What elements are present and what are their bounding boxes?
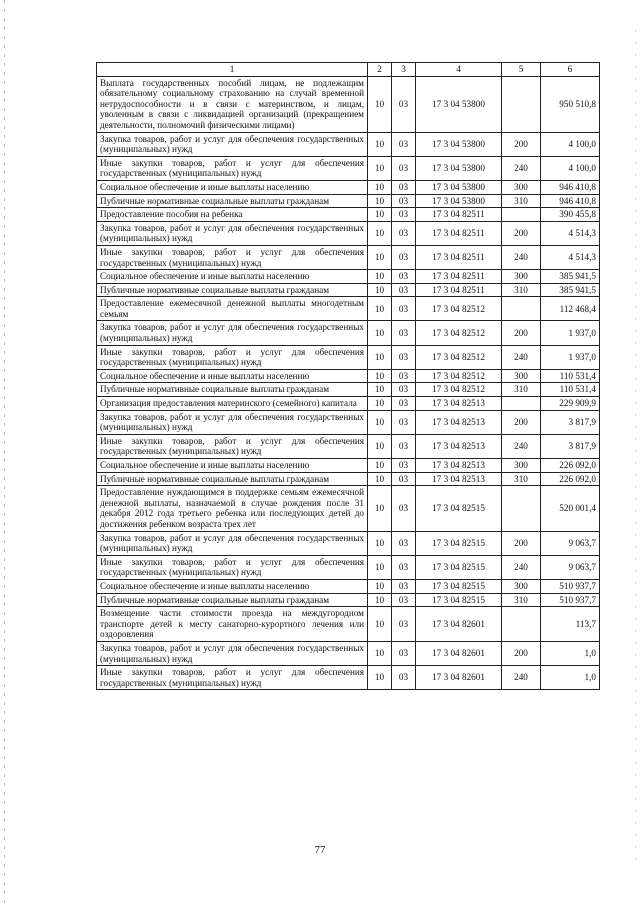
cell-section: 10 xyxy=(368,245,392,269)
cell-name: Социальное обеспечение и иные выплаты населению xyxy=(97,180,368,194)
cell-expense-type: 300 xyxy=(502,369,541,383)
cell-name: Иные закупки товаров, работ и услуг для обеспечения государственных (муниципальных) нужд xyxy=(97,345,368,369)
cell-target-article: 17 3 04 53800 xyxy=(416,132,502,156)
cell-name: Закупка товаров, работ и услуг для обеспечения государственных (муниципальных) нужд xyxy=(97,410,368,434)
cell-expense-type: 240 xyxy=(502,666,541,690)
cell-amount: 1 937,0 xyxy=(541,345,600,369)
cell-target-article: 17 3 04 82513 xyxy=(416,459,502,473)
cell-name: Иные закупки товаров, работ и услуг для обеспечения государственных (муниципальных) нужд xyxy=(97,434,368,458)
cell-section: 10 xyxy=(368,321,392,345)
cell-target-article: 17 3 04 82515 xyxy=(416,593,502,607)
cell-target-article: 17 3 04 82513 xyxy=(416,472,502,486)
cell-target-article: 17 3 04 82511 xyxy=(416,270,502,284)
header-col-5: 5 xyxy=(502,63,541,77)
table-row xyxy=(97,459,600,473)
cell-subsection: 03 xyxy=(392,297,416,321)
cell-section: 10 xyxy=(368,345,392,369)
cell-expense-type: 240 xyxy=(502,434,541,458)
cell-target-article: 17 3 04 53800 xyxy=(416,76,502,132)
cell-amount: 385 941,5 xyxy=(541,270,600,284)
cell-target-article: 17 3 04 53800 xyxy=(416,156,502,180)
cell-section: 10 xyxy=(368,410,392,434)
table-header xyxy=(97,63,600,77)
cell-subsection: 03 xyxy=(392,221,416,245)
cell-expense-type: 310 xyxy=(502,383,541,397)
cell-name: Иные закупки товаров, работ и услуг для обеспечения государственных (муниципальных) нужд xyxy=(97,156,368,180)
header-row xyxy=(97,63,600,77)
cell-amount: 4 514,3 xyxy=(541,221,600,245)
cell-name: Иные закупки товаров, работ и услуг для обеспечения государственных (муниципальных) нужд xyxy=(97,666,368,690)
cell-amount: 520 001,4 xyxy=(541,486,600,531)
cell-name: Публичные нормативные социальные выплаты гражданам xyxy=(97,472,368,486)
cell-target-article: 17 3 04 82515 xyxy=(416,531,502,555)
cell-amount: 3 817,9 xyxy=(541,410,600,434)
budget-table xyxy=(96,62,600,690)
cell-expense-type: 310 xyxy=(502,593,541,607)
cell-target-article: 17 3 04 82515 xyxy=(416,486,502,531)
table-row xyxy=(97,208,600,222)
cell-target-article: 17 3 04 82515 xyxy=(416,579,502,593)
cell-subsection: 03 xyxy=(392,397,416,411)
table-row xyxy=(97,76,600,132)
cell-expense-type: 300 xyxy=(502,180,541,194)
cell-name: Публичные нормативные социальные выплаты гражданам xyxy=(97,383,368,397)
cell-target-article: 17 3 04 82512 xyxy=(416,369,502,383)
table-body xyxy=(97,76,600,690)
cell-section: 10 xyxy=(368,555,392,579)
cell-section: 10 xyxy=(368,208,392,222)
cell-section: 10 xyxy=(368,270,392,284)
cell-name: Публичные нормативные социальные выплаты гражданам xyxy=(97,194,368,208)
cell-section: 10 xyxy=(368,593,392,607)
cell-name: Иные закупки товаров, работ и услуг для обеспечения государственных (муниципальных) нужд xyxy=(97,245,368,269)
cell-section: 10 xyxy=(368,383,392,397)
cell-subsection: 03 xyxy=(392,76,416,132)
cell-name: Закупка товаров, работ и услуг для обеспечения государственных (муниципальных) нужд xyxy=(97,641,368,665)
cell-amount: 110 531,4 xyxy=(541,369,600,383)
cell-target-article: 17 3 04 82512 xyxy=(416,321,502,345)
table-row xyxy=(97,593,600,607)
table-row xyxy=(97,297,600,321)
table-row xyxy=(97,531,600,555)
cell-section: 10 xyxy=(368,641,392,665)
header-col-6: 6 xyxy=(541,63,600,77)
cell-expense-type xyxy=(502,208,541,222)
cell-target-article: 17 3 04 82511 xyxy=(416,208,502,222)
cell-amount: 9 063,7 xyxy=(541,555,600,579)
cell-section: 10 xyxy=(368,397,392,411)
cell-expense-type: 300 xyxy=(502,579,541,593)
cell-section: 10 xyxy=(368,180,392,194)
cell-name: Закупка товаров, работ и услуг для обеспечения государственных (муниципальных) нужд xyxy=(97,531,368,555)
table-row xyxy=(97,156,600,180)
cell-section: 10 xyxy=(368,283,392,297)
cell-target-article: 17 3 04 82513 xyxy=(416,397,502,411)
cell-section: 10 xyxy=(368,472,392,486)
cell-target-article: 17 3 04 53800 xyxy=(416,180,502,194)
header-col-1: 1 xyxy=(97,63,368,77)
cell-expense-type: 200 xyxy=(502,641,541,665)
cell-section: 10 xyxy=(368,297,392,321)
cell-target-article: 17 3 04 82511 xyxy=(416,245,502,269)
header-col-2: 2 xyxy=(368,63,392,77)
cell-target-article: 17 3 04 82512 xyxy=(416,383,502,397)
cell-subsection: 03 xyxy=(392,641,416,665)
cell-subsection: 03 xyxy=(392,156,416,180)
table-row xyxy=(97,283,600,297)
cell-name: Предоставление ежемесячной денежной выплаты многодетным семьям xyxy=(97,297,368,321)
table-row xyxy=(97,472,600,486)
cell-subsection: 03 xyxy=(392,434,416,458)
cell-name: Иные закупки товаров, работ и услуг для обеспечения государственных (муниципальных) нужд xyxy=(97,555,368,579)
table-row xyxy=(97,180,600,194)
cell-subsection: 03 xyxy=(392,531,416,555)
cell-amount: 4 514,3 xyxy=(541,245,600,269)
cell-expense-type: 200 xyxy=(502,221,541,245)
cell-target-article: 17 3 04 82515 xyxy=(416,555,502,579)
cell-expense-type xyxy=(502,397,541,411)
cell-subsection: 03 xyxy=(392,345,416,369)
cell-amount: 113,7 xyxy=(541,607,600,642)
table-row xyxy=(97,245,600,269)
table-row xyxy=(97,270,600,284)
table-row xyxy=(97,397,600,411)
cell-expense-type: 200 xyxy=(502,410,541,434)
cell-section: 10 xyxy=(368,486,392,531)
scan-edge-left xyxy=(4,0,5,905)
cell-subsection: 03 xyxy=(392,132,416,156)
cell-subsection: 03 xyxy=(392,369,416,383)
table-row xyxy=(97,579,600,593)
cell-amount: 1,0 xyxy=(541,641,600,665)
cell-expense-type: 240 xyxy=(502,245,541,269)
cell-target-article: 17 3 04 82512 xyxy=(416,297,502,321)
cell-target-article: 17 3 04 82511 xyxy=(416,221,502,245)
cell-amount: 226 092,0 xyxy=(541,472,600,486)
cell-target-article: 17 3 04 82512 xyxy=(416,345,502,369)
table-row xyxy=(97,641,600,665)
cell-subsection: 03 xyxy=(392,194,416,208)
cell-expense-type xyxy=(502,486,541,531)
table-row xyxy=(97,345,600,369)
cell-expense-type xyxy=(502,76,541,132)
cell-amount: 229 909,9 xyxy=(541,397,600,411)
table-row xyxy=(97,132,600,156)
cell-amount: 510 937,7 xyxy=(541,593,600,607)
cell-section: 10 xyxy=(368,579,392,593)
table-row xyxy=(97,221,600,245)
cell-expense-type: 310 xyxy=(502,194,541,208)
cell-subsection: 03 xyxy=(392,208,416,222)
header-col-4: 4 xyxy=(416,63,502,77)
table-row xyxy=(97,607,600,642)
table-row xyxy=(97,486,600,531)
cell-name: Предоставление пособия на ребенка xyxy=(97,208,368,222)
cell-expense-type: 310 xyxy=(502,283,541,297)
cell-name: Публичные нормативные социальные выплаты гражданам xyxy=(97,283,368,297)
header-col-3: 3 xyxy=(392,63,416,77)
cell-section: 10 xyxy=(368,434,392,458)
cell-name: Закупка товаров, работ и услуг для обеспечения государственных (муниципальных) нужд xyxy=(97,221,368,245)
cell-name: Социальное обеспечение и иные выплаты населению xyxy=(97,459,368,473)
cell-subsection: 03 xyxy=(392,245,416,269)
cell-subsection: 03 xyxy=(392,593,416,607)
table-row xyxy=(97,434,600,458)
cell-expense-type: 200 xyxy=(502,321,541,345)
cell-name: Социальное обеспечение и иные выплаты населению xyxy=(97,369,368,383)
cell-section: 10 xyxy=(368,607,392,642)
scan-edge-right xyxy=(635,30,636,870)
cell-amount: 112 468,4 xyxy=(541,297,600,321)
cell-amount: 946 410,8 xyxy=(541,180,600,194)
cell-subsection: 03 xyxy=(392,607,416,642)
cell-amount: 510 937,7 xyxy=(541,579,600,593)
cell-expense-type: 240 xyxy=(502,156,541,180)
cell-subsection: 03 xyxy=(392,486,416,531)
cell-amount: 4 100,0 xyxy=(541,156,600,180)
cell-expense-type: 310 xyxy=(502,472,541,486)
cell-section: 10 xyxy=(368,531,392,555)
table-row xyxy=(97,555,600,579)
cell-expense-type: 300 xyxy=(502,270,541,284)
cell-section: 10 xyxy=(368,156,392,180)
cell-target-article: 17 3 04 82601 xyxy=(416,641,502,665)
cell-amount: 3 817,9 xyxy=(541,434,600,458)
cell-name: Предоставление нуждающимся в поддержке семьям ежемесячной денежной выплаты, назначаемой в случае рождения после 31 декабря 2012 года третьего ребенка или последующих детей до достижения ребенком возраста трех лет xyxy=(97,486,368,531)
cell-section: 10 xyxy=(368,76,392,132)
cell-section: 10 xyxy=(368,194,392,208)
cell-subsection: 03 xyxy=(392,410,416,434)
cell-target-article: 17 3 04 53800 xyxy=(416,194,502,208)
table-row xyxy=(97,369,600,383)
cell-amount: 390 455,8 xyxy=(541,208,600,222)
table-row xyxy=(97,383,600,397)
cell-subsection: 03 xyxy=(392,666,416,690)
table-row xyxy=(97,410,600,434)
cell-subsection: 03 xyxy=(392,579,416,593)
cell-subsection: 03 xyxy=(392,180,416,194)
table-row xyxy=(97,321,600,345)
cell-amount: 1,0 xyxy=(541,666,600,690)
cell-subsection: 03 xyxy=(392,472,416,486)
cell-section: 10 xyxy=(368,132,392,156)
cell-amount: 226 092,0 xyxy=(541,459,600,473)
cell-name: Публичные нормативные социальные выплаты гражданам xyxy=(97,593,368,607)
cell-name: Возмещение части стоимости проезда на междугородном транспорте детей к месту санаторно-курортного лечения или оздоровления xyxy=(97,607,368,642)
cell-expense-type: 200 xyxy=(502,132,541,156)
cell-name: Организация предоставления материнского (семейного) капитала xyxy=(97,397,368,411)
cell-target-article: 17 3 04 82601 xyxy=(416,666,502,690)
cell-section: 10 xyxy=(368,666,392,690)
cell-amount: 1 937,0 xyxy=(541,321,600,345)
cell-amount: 946 410,8 xyxy=(541,194,600,208)
cell-name: Выплата государственных пособий лицам, не подлежащим обязательному социальному страхованию на случай временной нетрудоспособности и в связи с материнством, и лицам, уволенным в связи с ликвидацией организаций (прекращением деятельности, полномочий физическими лицами) xyxy=(97,76,368,132)
cell-expense-type: 200 xyxy=(502,531,541,555)
cell-name: Социальное обеспечение и иные выплаты населению xyxy=(97,270,368,284)
cell-subsection: 03 xyxy=(392,383,416,397)
cell-target-article: 17 3 04 82513 xyxy=(416,434,502,458)
table-row xyxy=(97,666,600,690)
cell-name: Социальное обеспечение и иные выплаты населению xyxy=(97,579,368,593)
cell-amount: 950 510,8 xyxy=(541,76,600,132)
cell-expense-type xyxy=(502,607,541,642)
cell-target-article: 17 3 04 82511 xyxy=(416,283,502,297)
cell-subsection: 03 xyxy=(392,270,416,284)
cell-subsection: 03 xyxy=(392,321,416,345)
cell-amount: 110 531,4 xyxy=(541,383,600,397)
cell-target-article: 17 3 04 82601 xyxy=(416,607,502,642)
cell-amount: 9 063,7 xyxy=(541,531,600,555)
cell-section: 10 xyxy=(368,221,392,245)
cell-target-article: 17 3 04 82513 xyxy=(416,410,502,434)
cell-subsection: 03 xyxy=(392,459,416,473)
cell-amount: 4 100,0 xyxy=(541,132,600,156)
cell-expense-type xyxy=(502,297,541,321)
table-row xyxy=(97,194,600,208)
cell-name: Закупка товаров, работ и услуг для обеспечения государственных (муниципальных) нужд xyxy=(97,132,368,156)
cell-expense-type: 240 xyxy=(502,345,541,369)
cell-subsection: 03 xyxy=(392,555,416,579)
cell-section: 10 xyxy=(368,369,392,383)
cell-expense-type: 240 xyxy=(502,555,541,579)
cell-expense-type: 300 xyxy=(502,459,541,473)
page-number: 77 xyxy=(314,844,326,856)
cell-subsection: 03 xyxy=(392,283,416,297)
cell-amount: 385 941,5 xyxy=(541,283,600,297)
cell-section: 10 xyxy=(368,459,392,473)
cell-name: Закупка товаров, работ и услуг для обеспечения государственных (муниципальных) нужд xyxy=(97,321,368,345)
